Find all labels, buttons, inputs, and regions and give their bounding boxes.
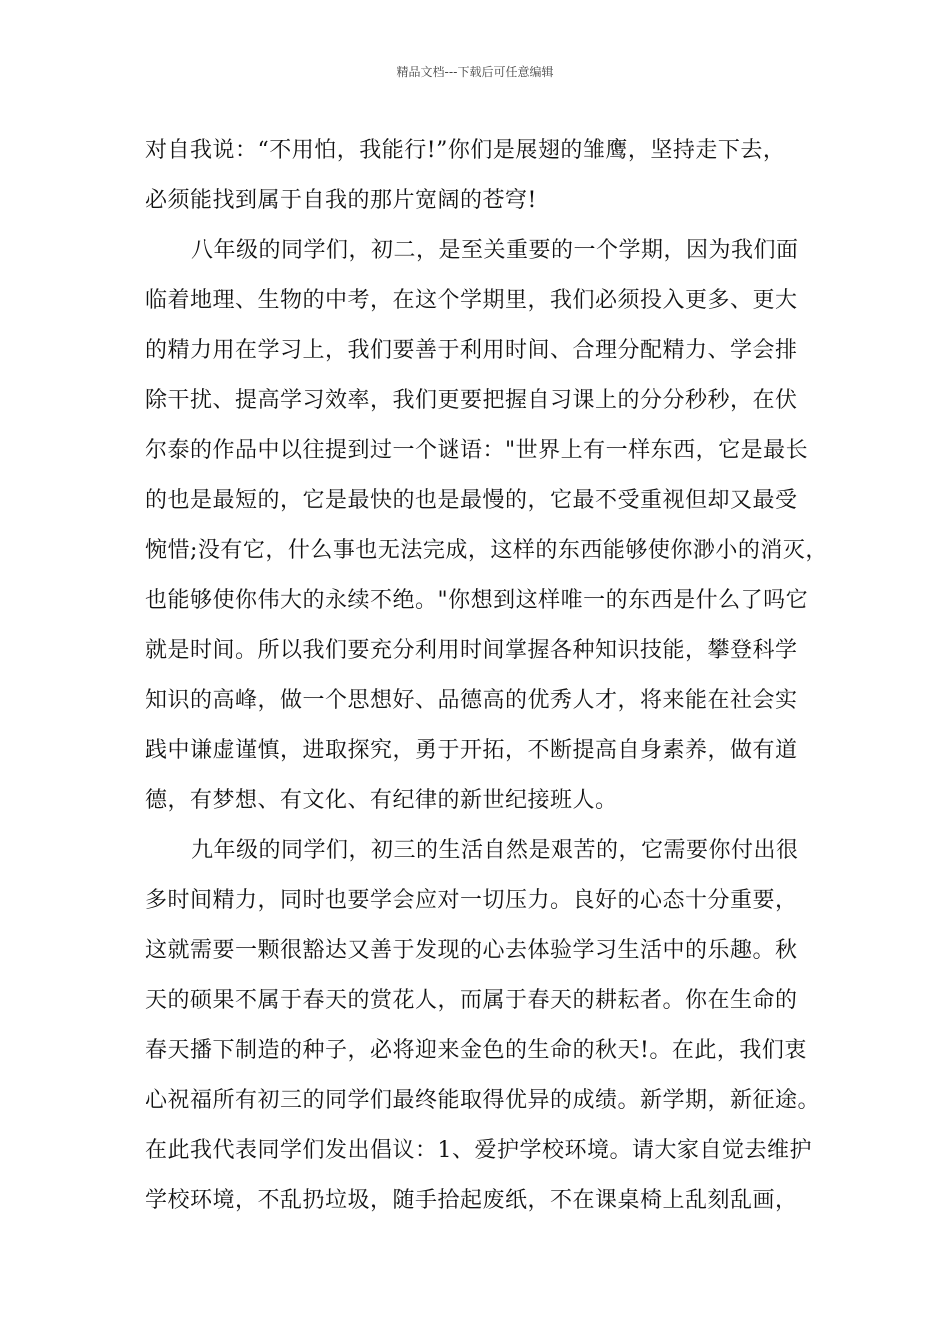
text-line: 春天播下制造的种子，必将迎来金色的生命的秋天!。在此，我们衷 bbox=[145, 1038, 807, 1063]
text-line: 尔泰的作品中以往提到过一个谜语："世界上有一样东西，它是最长 bbox=[145, 438, 809, 463]
text-line: 知识的高峰，做一个思想好、品德高的优秀人才，将来能在社会实 bbox=[145, 688, 798, 713]
paragraph-start-line: 八年级的同学们，初二，是至关重要的一个学期，因为我们面 bbox=[191, 238, 799, 263]
text-line: 践中谦虚谨慎，进取探究，勇于开拓，不断提高自身素养，做有道 bbox=[145, 738, 798, 763]
document-body bbox=[145, 126, 835, 1226]
text-line: 德，有梦想、有文化、有纪律的新世纪接班人。 bbox=[145, 788, 618, 813]
text-line: 心祝福所有初三的同学们最终能取得优异的成绩。新学期，新征途。 bbox=[145, 1088, 821, 1113]
text-line: 临着地理、生物的中考，在这个学期里，我们必须投入更多、更大 bbox=[145, 288, 798, 313]
text-line: 学校环境，不乱扔垃圾，随手拾起废纸，不在课桌椅上乱刻乱画， bbox=[145, 1188, 798, 1213]
text-line: 对自我说：“不用怕，我能行!”你们是展翅的雏鹰，坚持走下去， bbox=[145, 138, 786, 163]
text-line: 就是时间。所以我们要充分利用时间掌握各种知识技能，攀登科学 bbox=[145, 638, 798, 663]
text-line: 在此我代表同学们发出倡议：1、爱护学校环境。请大家自觉去维护 bbox=[145, 1138, 812, 1163]
text-line: 的也是最短的，它是最快的也是最慢的，它最不受重视但却又最受 bbox=[145, 488, 798, 513]
text-line: 惋惜;没有它，什么事也无法完成，这样的东西能够使你渺小的消灭， bbox=[145, 538, 828, 563]
text-line: 必须能找到属于自我的那片宽阔的苍穹! bbox=[145, 188, 537, 213]
text-line: 也能够使你伟大的永续不绝。"你想到这样唯一的东西是什么了吗它 bbox=[145, 588, 809, 613]
paragraph-start-line: 九年级的同学们，初三的生活自然是艰苦的，它需要你付出很 bbox=[191, 838, 799, 863]
text-line: 除干扰、提高学习效率，我们更要把握自习课上的分分秒秒，在伏 bbox=[145, 388, 798, 413]
text-line: 这就需要一颗很豁达又善于发现的心去体验学习生活中的乐趣。秋 bbox=[145, 938, 798, 963]
page-header: 精品文档---下载后可任意编辑 bbox=[396, 65, 554, 79]
text-line: 天的硕果不属于春天的赏花人，而属于春天的耕耘者。你在生命的 bbox=[145, 988, 798, 1013]
text-line: 多时间精力，同时也要学会应对一切压力。良好的心态十分重要， bbox=[145, 888, 798, 913]
text-line: 的精力用在学习上，我们要善于利用时间、合理分配精力、学会排 bbox=[145, 338, 798, 363]
